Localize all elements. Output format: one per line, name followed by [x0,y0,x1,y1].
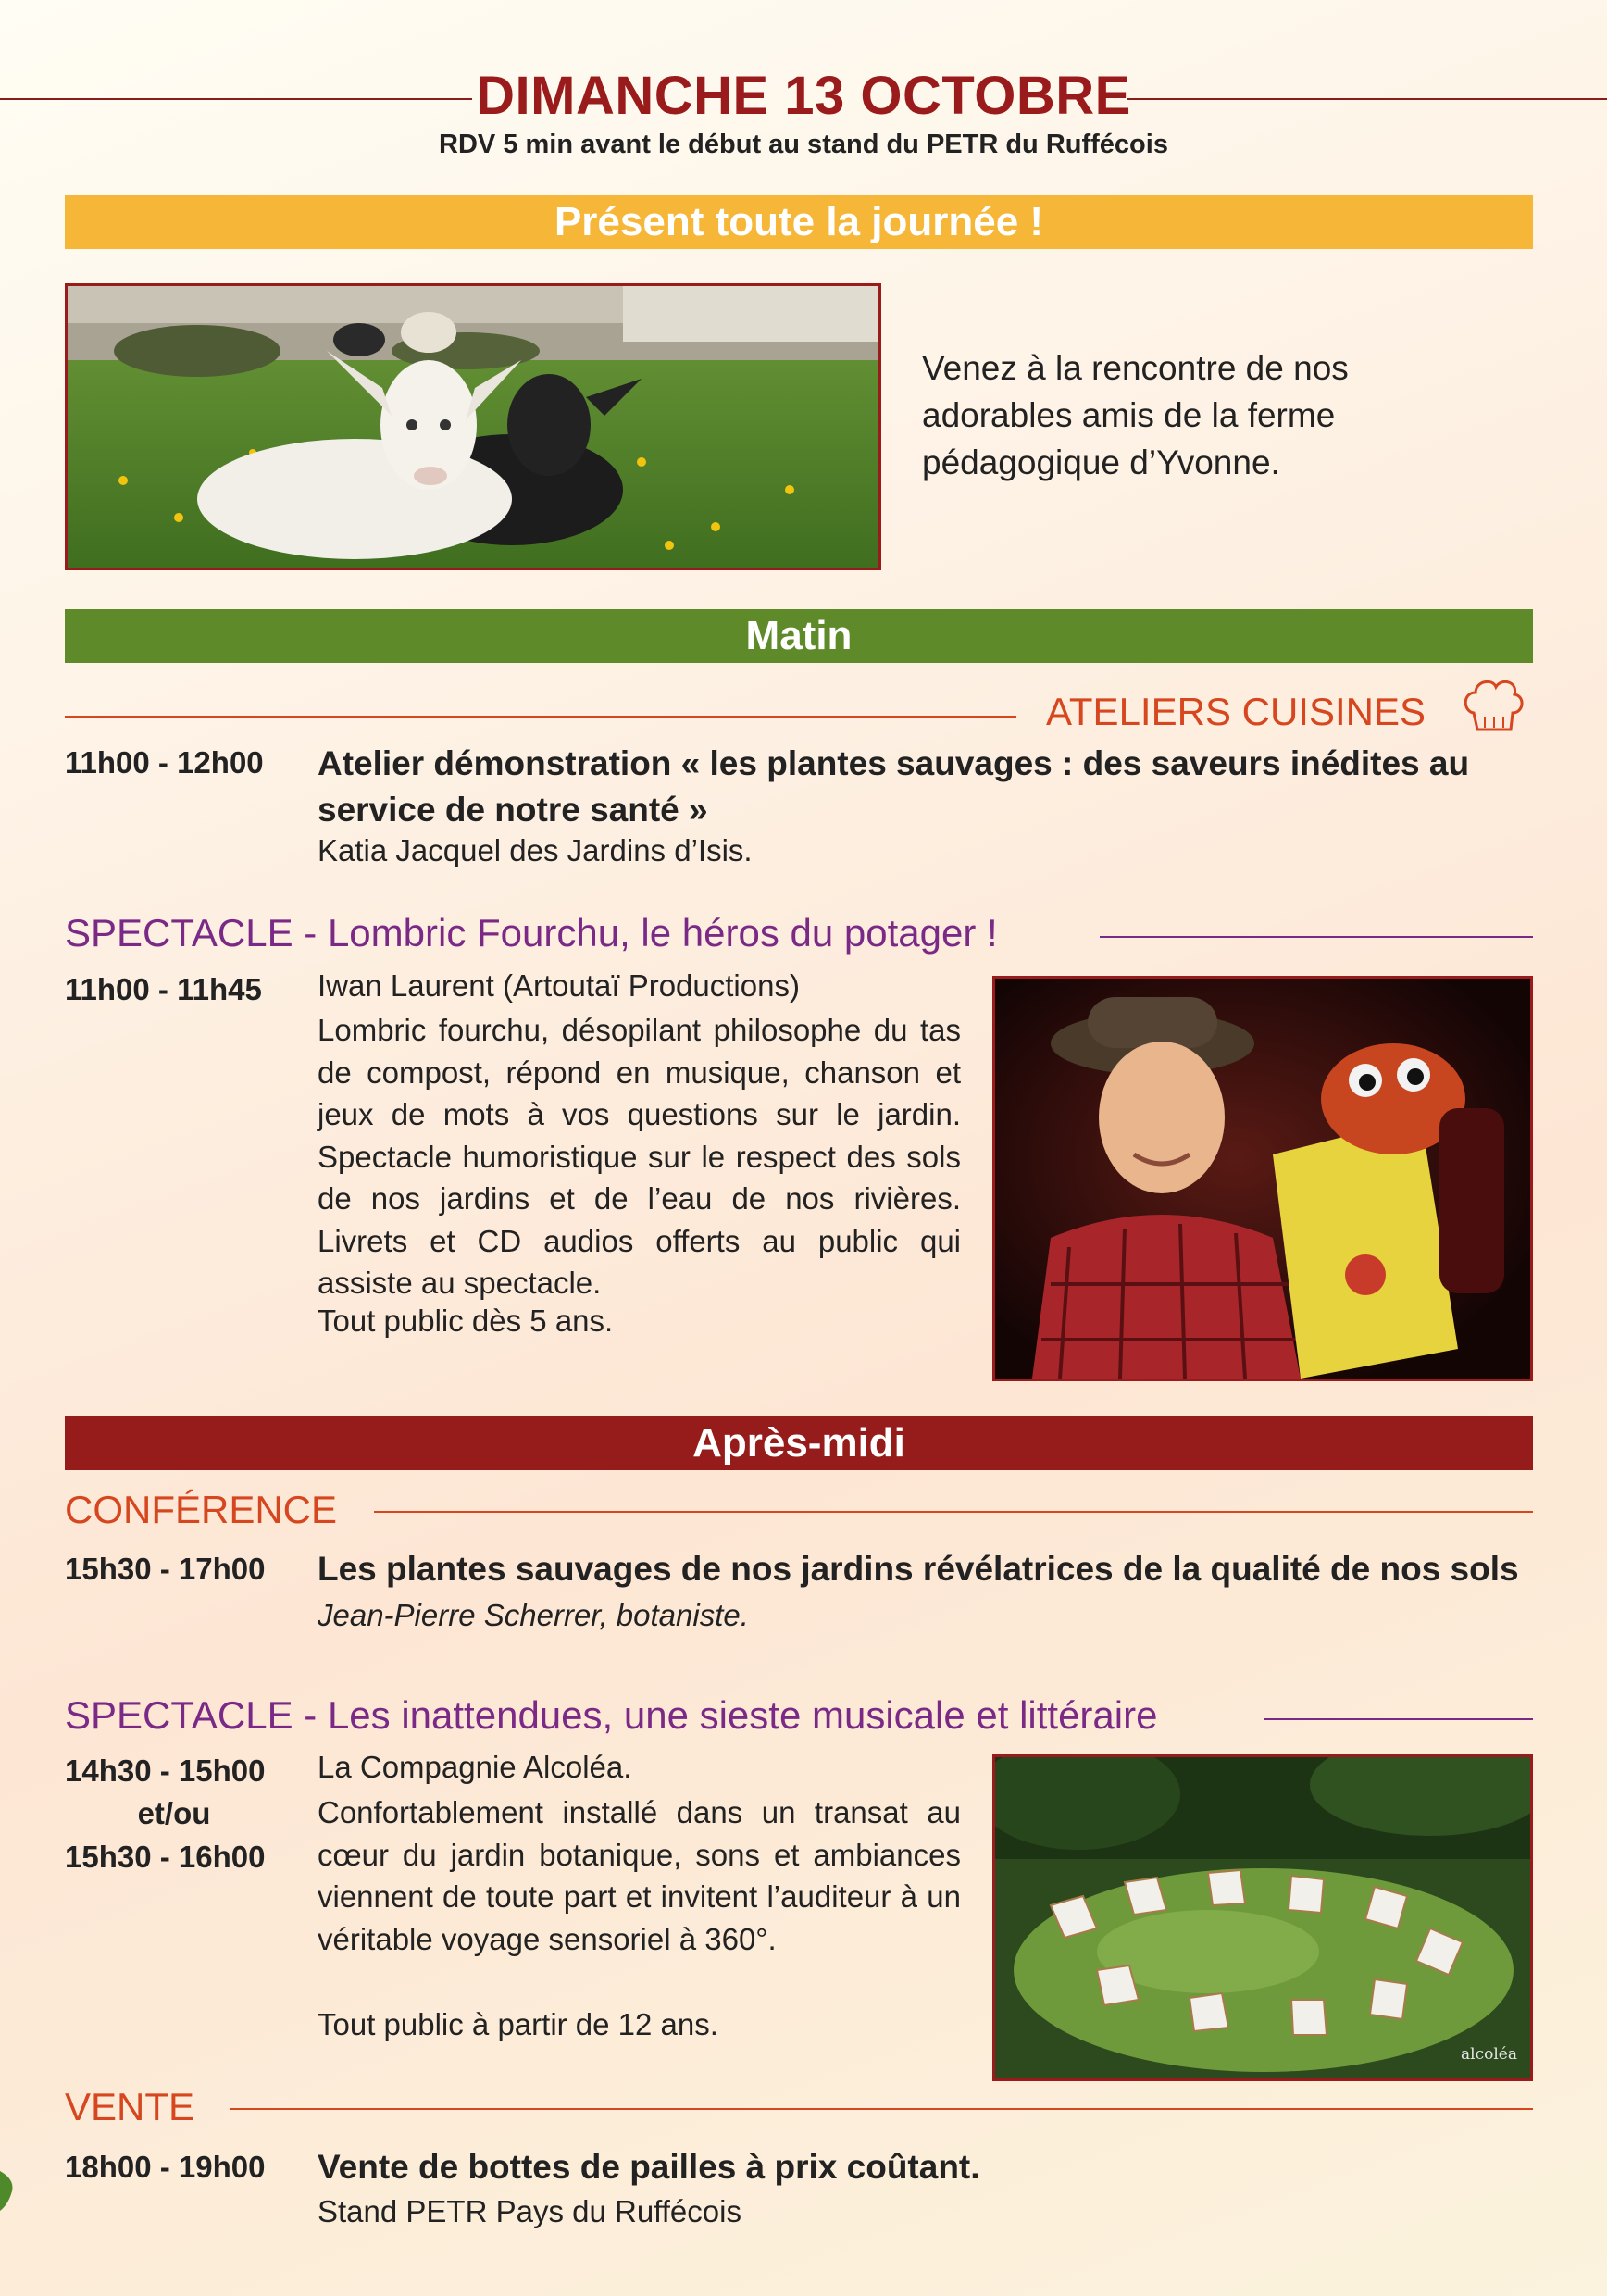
afternoon-bar: Après-midi [65,1416,1533,1470]
ateliers-speaker: Katia Jacquel des Jardins d’Isis. [318,833,753,867]
conference-line [374,1511,1533,1513]
vente-line [230,2108,1533,2110]
spectacle-afternoon-audience: Tout public à partir de 12 ans. [318,2007,718,2041]
spectacle-afternoon-time1: 14h30 - 15h00 [65,1753,266,1788]
spectacle-label: SPECTACLE - [65,1693,328,1737]
goats-illustration [68,286,878,568]
spectacle-label: SPECTACLE - [65,911,328,955]
spectacle-morning-time: 11h00 - 11h45 [65,972,262,1006]
spectacle-morning-title [65,911,998,955]
spectacle-morning-audience: Tout public dès 5 ans. [318,1304,614,1338]
garden-illustration [995,1757,1530,2078]
spectacle-afternoon-line [1264,1718,1533,1720]
spectacle-name: Les inattendues, une sieste musicale et littéraire [327,1693,1158,1737]
conference-section-title: CONFÉRENCE [65,1488,338,1531]
spectacle-afternoon-speaker: La Compagnie Alcoléa. [318,1750,632,1784]
spectacle-afternoon-title [65,1693,1157,1738]
vente-title: Vente de bottes de pailles à prix coûtant. [318,2148,980,2186]
spectacle-morning-description: Lombric fourchu, désopilant philosophe du tas de compost, répond en musique, chanson et jeux de mots à vos questions sur le jardin. Spectacle humoristique sur le respect des sols de nos jardins et de l’eau de nos rivières. Livrets et CD audios offerts au public qui assiste au spectacle. [318,1013,961,1300]
conference-title: Les plantes sauvages de nos jardins révélatrices de la qualité de nos sols [318,1550,1519,1588]
ateliers-time: 11h00 - 12h00 [65,745,264,780]
page-subtitle: RDV 5 min avant le début au stand du PETR du Ruffécois [439,130,1168,159]
garden-transats-photo [992,1754,1533,2081]
vente-time: 18h00 - 19h00 [65,2150,266,2184]
puppet-show-illustration [995,979,1530,1379]
spectacle-afternoon-time-sep: et/ou [137,1796,211,1830]
ateliers-line [65,716,1016,718]
puppet-show-photo [992,976,1533,1381]
spectacle-morning-line [1100,936,1533,938]
all-day-bar: Présent toute la journée ! [65,195,1533,249]
conference-speaker: Jean-Pierre Scherrer, botaniste. [318,1598,749,1632]
leaf-decoration-icon [0,2166,19,2213]
conference-time: 15h30 - 17h00 [65,1552,266,1586]
ateliers-section-title: ATELIERS CUISINES [1046,690,1426,733]
vente-section-title: VENTE [65,2085,195,2128]
spectacle-afternoon-description: Confortablement installé dans un transat au cœur du jardin botanique, sons et ambiances viennent de toute part et invitent l’auditeur à un véritable voyage sensoriel à 360°. [318,1795,961,1956]
spectacle-afternoon-time2: 15h30 - 16h00 [65,1840,266,1874]
spectacle-name: Lombric Fourchu, le héros du potager ! [327,911,998,955]
page-title: DIMANCHE 13 OCTOBRE [476,66,1131,126]
ateliers-title: Atelier démonstration « les plantes sauvages : des saveurs inédites au service de notre santé » [318,744,1470,829]
all-day-text: Venez à la rencontre de nos adorables amis de la ferme pédagogique d’Yvonne. [922,349,1349,481]
vente-speaker: Stand PETR Pays du Ruffécois [318,2194,741,2228]
goats-photo [65,283,881,570]
spectacle-morning-speaker: Iwan Laurent (Artoutaï Productions) [318,968,800,1003]
chef-hat-icon [1461,676,1526,737]
morning-bar: Matin [65,609,1533,663]
photo-watermark: alcoléa [1461,2045,1517,2064]
